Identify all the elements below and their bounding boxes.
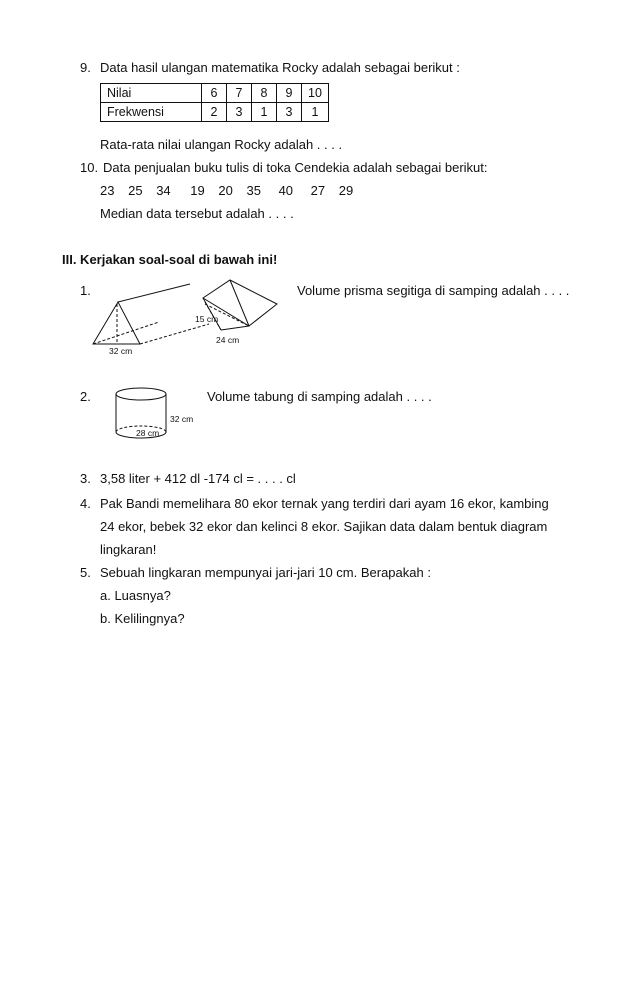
data-value: 20	[218, 183, 233, 198]
triangular-prism-figure	[85, 278, 295, 358]
q10-number: 10.	[80, 160, 99, 175]
q3-3-text: 3,58 liter + 412 dl -174 cl = . . . . cl	[100, 471, 296, 486]
label-diameter: 28 cm	[136, 428, 160, 438]
q9-text: Data hasil ulangan matematika Rocky adalah sebagai berikut :	[100, 60, 460, 75]
q3-2-number: 2.	[80, 389, 91, 404]
data-value: 34	[156, 183, 171, 198]
table-cell: 2	[202, 103, 227, 122]
data-value: 29	[338, 183, 354, 198]
q3-5-a: a. Luasnya?	[100, 588, 171, 603]
data-value: 27	[310, 183, 326, 198]
q3-4-number: 4.	[80, 496, 91, 511]
table-row	[101, 84, 329, 103]
label-length: 24 cm	[216, 335, 240, 345]
label-height: 32 cm	[170, 414, 194, 424]
q9-number: 9.	[80, 60, 91, 75]
table-row	[101, 103, 329, 122]
q3-1-number: 1.	[80, 283, 91, 298]
q9-question: Rata-rata nilai ulangan Rocky adalah . . . .	[100, 137, 343, 152]
label-base: 32 cm	[109, 346, 133, 356]
label-height: 15 cm	[195, 314, 219, 324]
cylinder-figure	[116, 386, 206, 444]
table-cell: 3	[227, 103, 252, 122]
table-cell: 1	[252, 103, 277, 122]
q10-question: Median data tersebut adalah . . . .	[100, 206, 294, 221]
table-cell: 7	[227, 84, 252, 103]
table-cell: 1	[302, 103, 329, 122]
data-value: 19	[190, 183, 205, 198]
q3-1-text: Volume prisma segitiga di samping adalah . . . .	[297, 283, 570, 298]
q3-4-line3: lingkaran!	[100, 542, 157, 557]
q10-text: Data penjualan buku tulis di toka Cendekia adalah sebagai berikut:	[103, 160, 488, 175]
q10-values	[100, 183, 363, 198]
q3-5-b: b. Kelilingnya?	[100, 611, 185, 626]
q3-5-text: Sebuah lingkaran mempunyai jari-jari 10 cm. Berapakah :	[100, 565, 431, 580]
table-cell: 10	[302, 84, 329, 103]
table-cell: 3	[277, 103, 302, 122]
data-value: 40	[278, 183, 294, 198]
data-value: 23	[100, 183, 115, 198]
q3-3-number: 3.	[80, 471, 91, 486]
q3-4-line1: Pak Bandi memelihara 80 ekor ternak yang terdiri dari ayam 16 ekor, kambing	[100, 496, 549, 511]
section-heading: III. Kerjakan soal-soal di bawah ini!	[62, 252, 278, 267]
data-value: 25	[128, 183, 143, 198]
table-cell: 9	[277, 84, 302, 103]
q3-5-number: 5.	[80, 565, 91, 580]
q3-4-line2: 24 ekor, bebek 32 ekor dan kelinci 8 ekor. Sajikan data dalam bentuk diagram	[100, 519, 548, 534]
table-cell-label: Nilai	[101, 84, 202, 103]
table-cell-label: Frekwensi	[101, 103, 202, 122]
table-cell: 8	[252, 84, 277, 103]
prism-left	[93, 284, 209, 344]
data-value: 35	[246, 183, 261, 198]
nilai-table	[100, 83, 329, 122]
q3-2-text: Volume tabung di samping adalah . . . .	[207, 389, 432, 404]
table-cell: 6	[202, 84, 227, 103]
